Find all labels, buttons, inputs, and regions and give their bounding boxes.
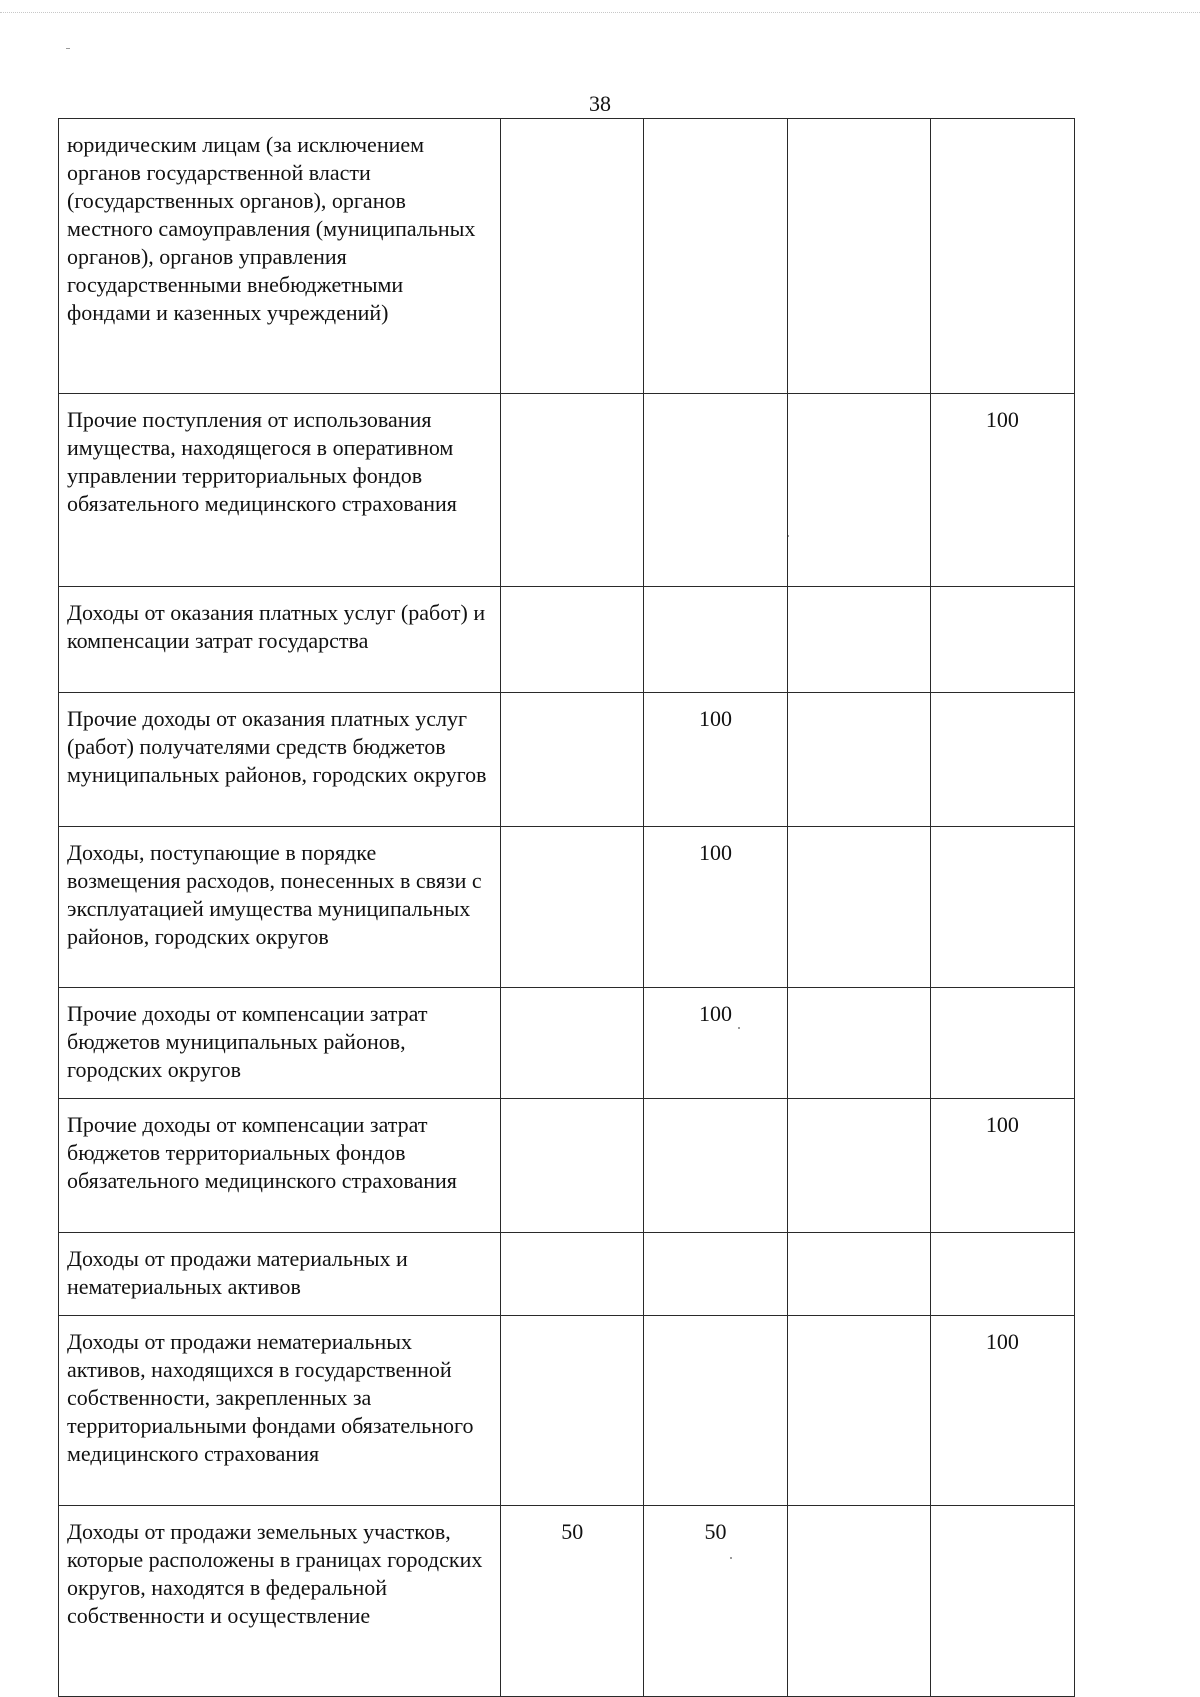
table-row xyxy=(59,1099,1075,1233)
value-cell xyxy=(644,1316,787,1506)
value-cell xyxy=(930,827,1074,988)
table-row xyxy=(59,1316,1075,1506)
value-cell xyxy=(787,1099,930,1233)
value-cell xyxy=(930,988,1074,1099)
value-cell xyxy=(644,1099,787,1233)
row-description: Прочие поступления от использования имущества, находящегося в оперативном управлении территориальных фондов обязательного медицинского страхования xyxy=(59,394,501,587)
table-row xyxy=(59,1233,1075,1316)
value-cell xyxy=(930,1233,1074,1316)
value-cell xyxy=(930,587,1074,693)
value-cell: 50 xyxy=(501,1506,644,1697)
row-description: Доходы от оказания платных услуг (работ) и компенсации затрат государства xyxy=(59,587,501,693)
value-cell: 100 xyxy=(930,1316,1074,1506)
row-description: юридическим лицам (за исключением органов государственной власти (государственных органов), органов местного самоуправления (муниципальных органов), органов управления государственными внебюджетными фондами и казенных учреждений) xyxy=(59,119,501,394)
value-cell: 100 xyxy=(644,693,787,827)
value-cell xyxy=(501,693,644,827)
value-cell xyxy=(787,988,930,1099)
row-description: Доходы от продажи нематериальных активов, находящихся в государственной собственности, закрепленных за территориальными фондами обязательного медицинского страхования xyxy=(59,1316,501,1506)
value-cell xyxy=(501,827,644,988)
table-row xyxy=(59,988,1075,1099)
value-cell: 100 xyxy=(644,827,787,988)
scan-edge-line xyxy=(0,12,1200,13)
value-cell xyxy=(787,827,930,988)
row-description: Доходы от продажи земельных участков, которые расположены в границах городских округов, находятся в федеральной собственности и осуществление xyxy=(59,1506,501,1697)
value-cell xyxy=(930,1506,1074,1697)
table-row xyxy=(59,394,1075,587)
row-description: Доходы, поступающие в порядке возмещения расходов, понесенных в связи с эксплуатацией имущества муниципальных районов, городских округов xyxy=(59,827,501,988)
value-cell xyxy=(644,1233,787,1316)
value-cell xyxy=(930,693,1074,827)
value-cell xyxy=(787,693,930,827)
value-cell xyxy=(501,119,644,394)
table-row xyxy=(59,693,1075,827)
value-cell: 100 xyxy=(930,1099,1074,1233)
value-cell xyxy=(501,1233,644,1316)
page-number: 38 xyxy=(589,91,611,116)
table-row xyxy=(59,119,1075,394)
value-cell: 100 xyxy=(930,394,1074,587)
value-cell xyxy=(787,394,930,587)
value-cell xyxy=(501,587,644,693)
value-cell xyxy=(501,1099,644,1233)
value-cell: 100 xyxy=(644,988,787,1099)
value-cell xyxy=(787,587,930,693)
value-cell xyxy=(644,119,787,394)
scan-speck xyxy=(66,48,70,49)
value-cell xyxy=(787,1316,930,1506)
table-row xyxy=(59,827,1075,988)
value-cell xyxy=(787,1506,930,1697)
table-row xyxy=(59,1506,1075,1697)
value-cell xyxy=(644,587,787,693)
value-cell xyxy=(644,394,787,587)
value-cell xyxy=(787,1233,930,1316)
value-cell xyxy=(501,988,644,1099)
value-cell xyxy=(501,1316,644,1506)
value-cell xyxy=(787,119,930,394)
row-description: Прочие доходы от компенсации затрат бюджетов муниципальных районов, городских округов xyxy=(59,988,501,1099)
table-row xyxy=(59,587,1075,693)
row-description: Прочие доходы от оказания платных услуг (работ) получателями средств бюджетов муниципальных районов, городских округов xyxy=(59,693,501,827)
row-description: Прочие доходы от компенсации затрат бюджетов территориальных фондов обязательного медицинского страхования xyxy=(59,1099,501,1233)
value-cell: 50 xyxy=(644,1506,787,1697)
row-description: Доходы от продажи материальных и нематериальных активов xyxy=(59,1233,501,1316)
value-cell xyxy=(930,119,1074,394)
value-cell xyxy=(501,394,644,587)
revenue-distribution-table xyxy=(58,118,1075,1697)
